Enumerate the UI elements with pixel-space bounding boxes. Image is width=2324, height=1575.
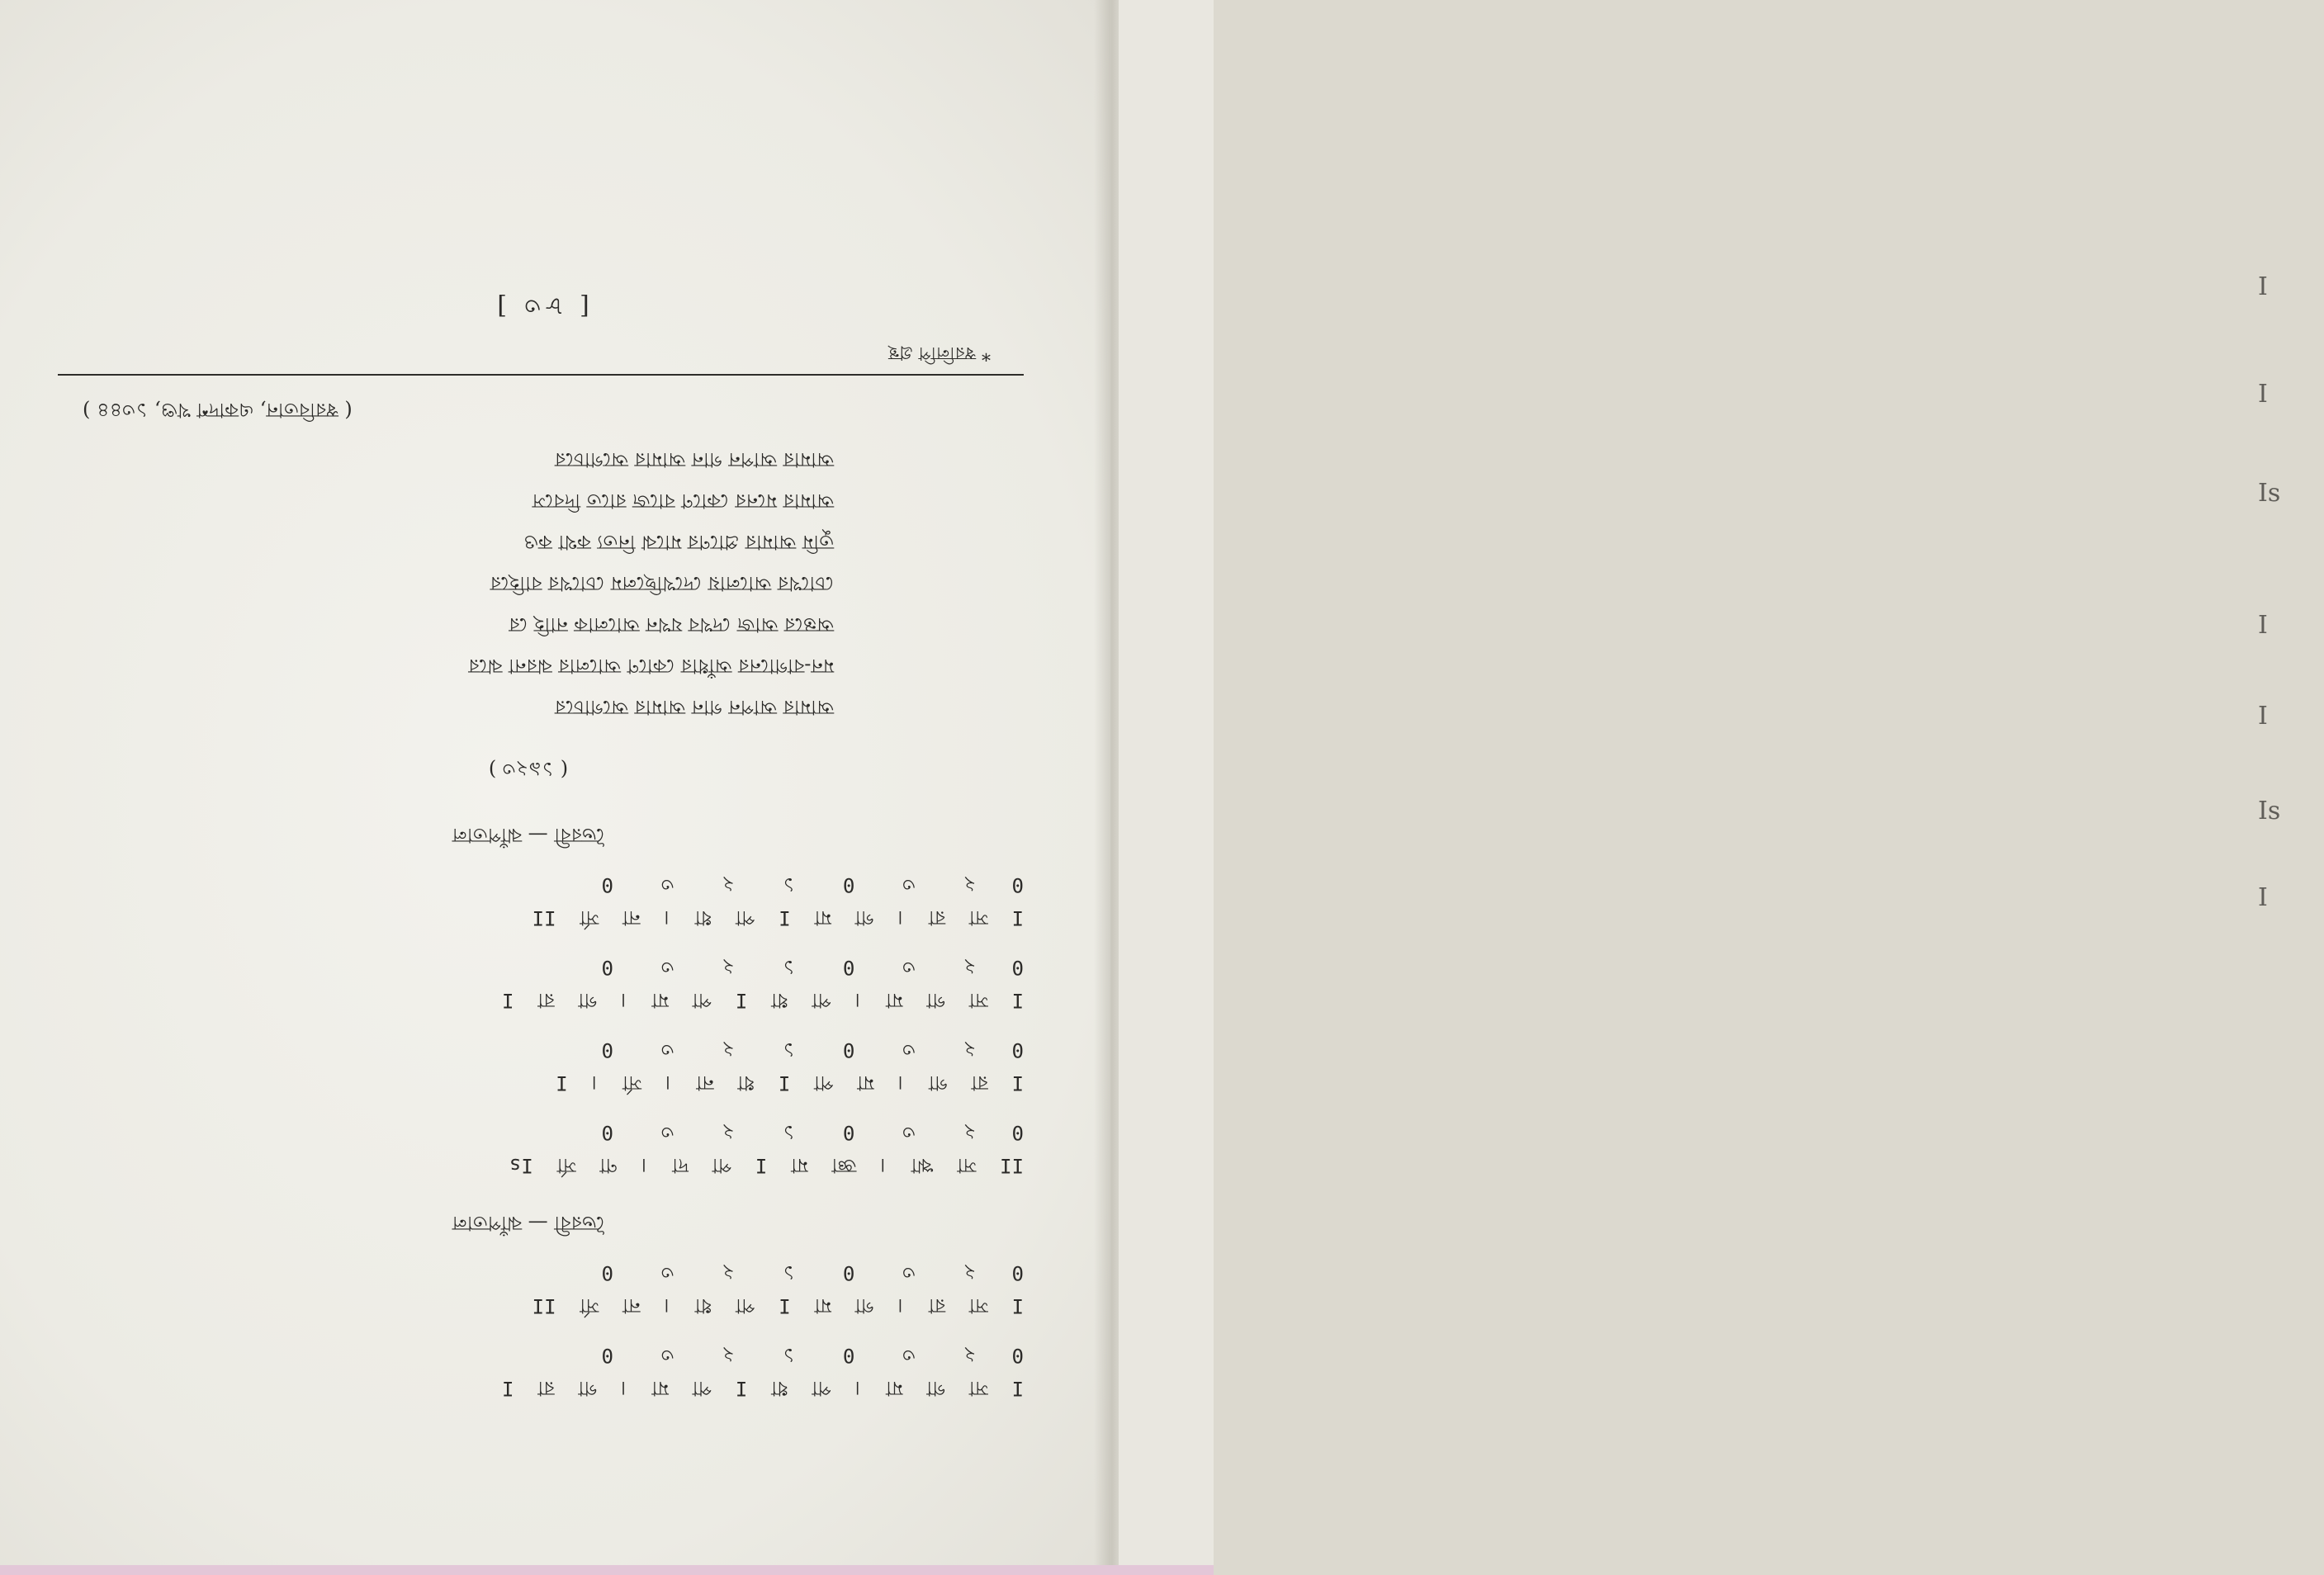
- facing-page-edge: [1119, 0, 2281, 1575]
- notation-beat-row: 0 ২ ৩ 0 ১ ২ ৩ 0: [601, 873, 1024, 896]
- page-number: [ ৮৩ ]: [492, 291, 589, 320]
- notation-swara-row: I সা রা । গা মা I পা ধা । না র্সা II: [532, 1294, 1024, 1317]
- verse-line: তুমি আমার প্রাণের মাঝে নিত্য কথা কও: [523, 531, 834, 554]
- bleed-mark: I: [2258, 702, 2268, 731]
- section-heading: ভৈরবী — ঝাঁপতাল: [452, 824, 605, 847]
- upside-down-content: [58, 140, 1024, 1461]
- bleed-mark: Is: [2258, 479, 2281, 508]
- facing-page-marks: [2258, 165, 2324, 1403]
- verse-line: আমার মনের কোণে বাজে রাতে দিবসে: [532, 490, 834, 513]
- bleed-mark: Is: [2258, 797, 2281, 825]
- notation-swara-row: I সা গা মা । পা ধা I পা মা । গা রা I: [501, 989, 1024, 1012]
- notation-swara-row: I রা গা । মা পা I ধা না । র্সা । I: [556, 1071, 1024, 1095]
- source-citation: ( স্বরবিতান, একাদশ খণ্ড, ১৩৪৪ ): [83, 399, 353, 422]
- verse-line: অন্তরে আজ দেখব যখন আলোক নাহি রে: [509, 613, 834, 636]
- bleed-mark: I: [2258, 883, 2268, 912]
- bleed-mark: I: [2258, 272, 2268, 301]
- notation-beat-row: 0 ২ ৩ 0 ১ ২ ৩ 0: [601, 956, 1024, 979]
- notation-swara-row: I সা গা মা । পা ধা I পা মা । গা রা I: [501, 1377, 1024, 1400]
- bleed-mark: I: [2258, 380, 2268, 409]
- header-rule: [58, 374, 1024, 376]
- verse-line: আমার আপন গান আমার অগোচরে: [554, 696, 834, 719]
- book-page: [0, 0, 1110, 1575]
- verse-line: মন-বাগানের আঁধার কোণে আলোর ঝরনা ঝরে: [468, 655, 834, 678]
- notation-beat-row: 0 ২ ৩ 0 ১ ২ ৩ 0: [601, 1038, 1024, 1062]
- notation-swara-row: I সা রা । গা মা I পা ধা । না র্সা II: [532, 906, 1024, 929]
- notation-swara-row: II সা ঋা । জ্ঞা মা I পা দা । ণা র্সা Is: [509, 1154, 1024, 1177]
- footnote: * স্বরলিপি গ্রন্থ: [888, 343, 991, 363]
- bleed-mark: I: [2258, 611, 2268, 640]
- notation-beat-row: 0 ২ ৩ 0 ১ ২ ৩ 0: [601, 1261, 1024, 1284]
- verse-line: চোখের আলোয় দেখেছিলেম চোখের বাহিরে: [490, 572, 834, 595]
- verse-line: আমার আপন গান আমার অগোচরে: [554, 448, 834, 471]
- notation-beat-row: 0 ২ ৩ 0 ১ ২ ৩ 0: [601, 1121, 1024, 1144]
- notation-beat-row: 0 ২ ৩ 0 ১ ২ ৩ 0: [601, 1344, 1024, 1367]
- section-heading: ভৈরবী — ঝাঁপতাল: [452, 1212, 605, 1235]
- year-label: ( ১৯২৩ ): [488, 758, 569, 781]
- background-strip: [0, 1565, 1214, 1575]
